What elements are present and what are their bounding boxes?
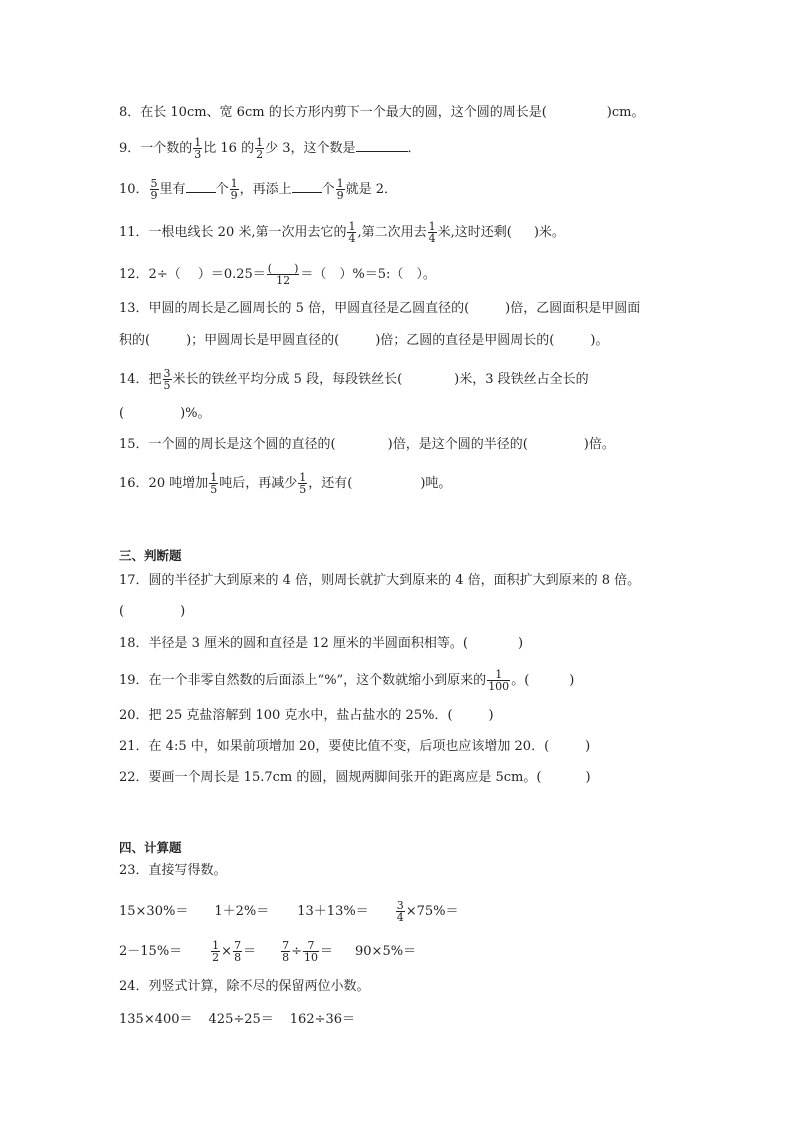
calc-row-2: 2－15%＝ $\frac{1}{2}$ × $\frac{7}{8}$ ＝ $\frac{7}{8}$ ÷ $\frac{7}{10}$ ＝ 90×5%＝: [119, 939, 417, 964]
answer-blank[interactable]: [292, 180, 322, 193]
question-14: 14．把 $\frac{3}{5}$ 米长的铁丝平均分成 5 段，每段铁丝长( )米，3 段铁丝占全长的: [119, 367, 589, 392]
section-heading: 四、计算题: [119, 840, 182, 855]
question-20: 20．把 25 克盐溶解到 100 克水中，盐占盐水的 25%．( ): [119, 708, 494, 723]
fraction: $\frac{5}{9}$: [150, 177, 158, 202]
question-11: 11．一根电线长 20 米,第一次用去它的 $\frac{1}{4}$ ,第二次用去 $\frac{1}{4}$ 米,这时还剩( )米。: [119, 220, 565, 245]
answer-blank[interactable]: [356, 139, 408, 152]
question-16: 16．20 吨增加 $\frac{1}{5}$ 吨后，再减少 $\frac{1}{5}$ ，还有( )吨。: [119, 471, 452, 496]
question-10: 10． $\frac{5}{9}$ 里有 个 $\frac{1}{9}$ ，再添上 个 $\frac{1}{9}$ 就是 2．: [119, 177, 398, 202]
question-9: 9．一个数的 $\frac{1}{3}$ 比 16 的 $\frac{1}{2}$ 少 3，这个数是 ．: [119, 136, 421, 161]
question-18: 18．半径是 3 厘米的圆和直径是 12 厘米的半圆面积相等。( ): [119, 636, 524, 651]
question-21: 21．在 4:5 中，如果前项增加 20，要使比值不变，后项也应该增加 20．( ): [119, 739, 591, 754]
calc-row-1: 15×30%＝ 1＋2%＝ 13＋13%＝ $\frac{3}{4}$ ×75%＝: [119, 899, 459, 924]
calc-row-3: 135×400＝ 425÷25＝ 162÷36＝: [119, 1012, 356, 1027]
question-12: 12．2÷（ ）＝0.25＝ $\frac{( )}{12}$ ＝（ ）%＝5:（ ）。: [119, 262, 436, 287]
question-22: 22．要画一个周长是 15.7cm 的圆，圆规两脚间张开的距离应是 5cm。( ): [119, 770, 591, 785]
question-17-bracket: ( ): [119, 604, 186, 619]
question-19: 19．在一个非零自然数的后面添上“%”，这个数就缩小到原来的 $\frac{1}{100}$ 。( ): [119, 668, 575, 693]
fraction: $\frac{1}{4}$: [348, 220, 356, 245]
section-heading: 三、判断题: [119, 548, 182, 563]
question-13-cont: 积的( )；甲圆周长是甲圆直径的( )倍；乙圆的直径是甲圆周长的( )。: [119, 333, 609, 348]
fraction: $\frac{7}{8}$: [234, 939, 242, 964]
question-23: 23．直接写得数。: [119, 863, 227, 878]
question-15: 15．一个圆的周长是这个圆的直径的( )倍，是这个圆的半径的( )倍。: [119, 437, 615, 452]
fraction: $\frac{1}{4}$: [428, 220, 436, 245]
question-14-cont: ( )%。: [119, 406, 211, 421]
fraction: $\frac{1}{9}$: [230, 177, 238, 202]
fraction: $\frac{3}{5}$: [163, 367, 171, 392]
fraction: $\frac{1}{2}$: [256, 136, 264, 161]
question-24: 24．列竖式计算，除不尽的保留两位小数。: [119, 979, 370, 994]
fraction: $\frac{3}{4}$: [396, 899, 404, 924]
fraction: $\frac{1}{3}$: [194, 136, 202, 161]
question-13: 13．甲圆的周长是乙圆周长的 5 倍，甲圆直径是乙圆直径的( )倍，乙圆面积是甲圆面: [119, 301, 641, 316]
fraction: $\frac{7}{8}$: [282, 939, 290, 964]
fraction: $\frac{1}{9}$: [336, 177, 344, 202]
question-8: 8．在长 10cm、宽 6cm 的长方形内剪下一个最大的圆，这个圆的周长是( )cm。: [119, 105, 645, 120]
answer-blank[interactable]: [186, 180, 216, 193]
fraction: $\frac{1}{2}$: [212, 939, 220, 964]
fraction: $\frac{1}{5}$: [299, 471, 307, 496]
question-17: 17．圆的半径扩大到原来的 4 倍，则周长就扩大到原来的 4 倍，面积扩大到原来的 8 倍。: [119, 573, 641, 588]
fraction: $\frac{( )}{12}$: [267, 262, 299, 287]
fraction: $\frac{1}{5}$: [210, 471, 218, 496]
fraction: $\frac{1}{100}$: [488, 668, 510, 693]
fraction: $\frac{7}{10}$: [304, 939, 318, 964]
